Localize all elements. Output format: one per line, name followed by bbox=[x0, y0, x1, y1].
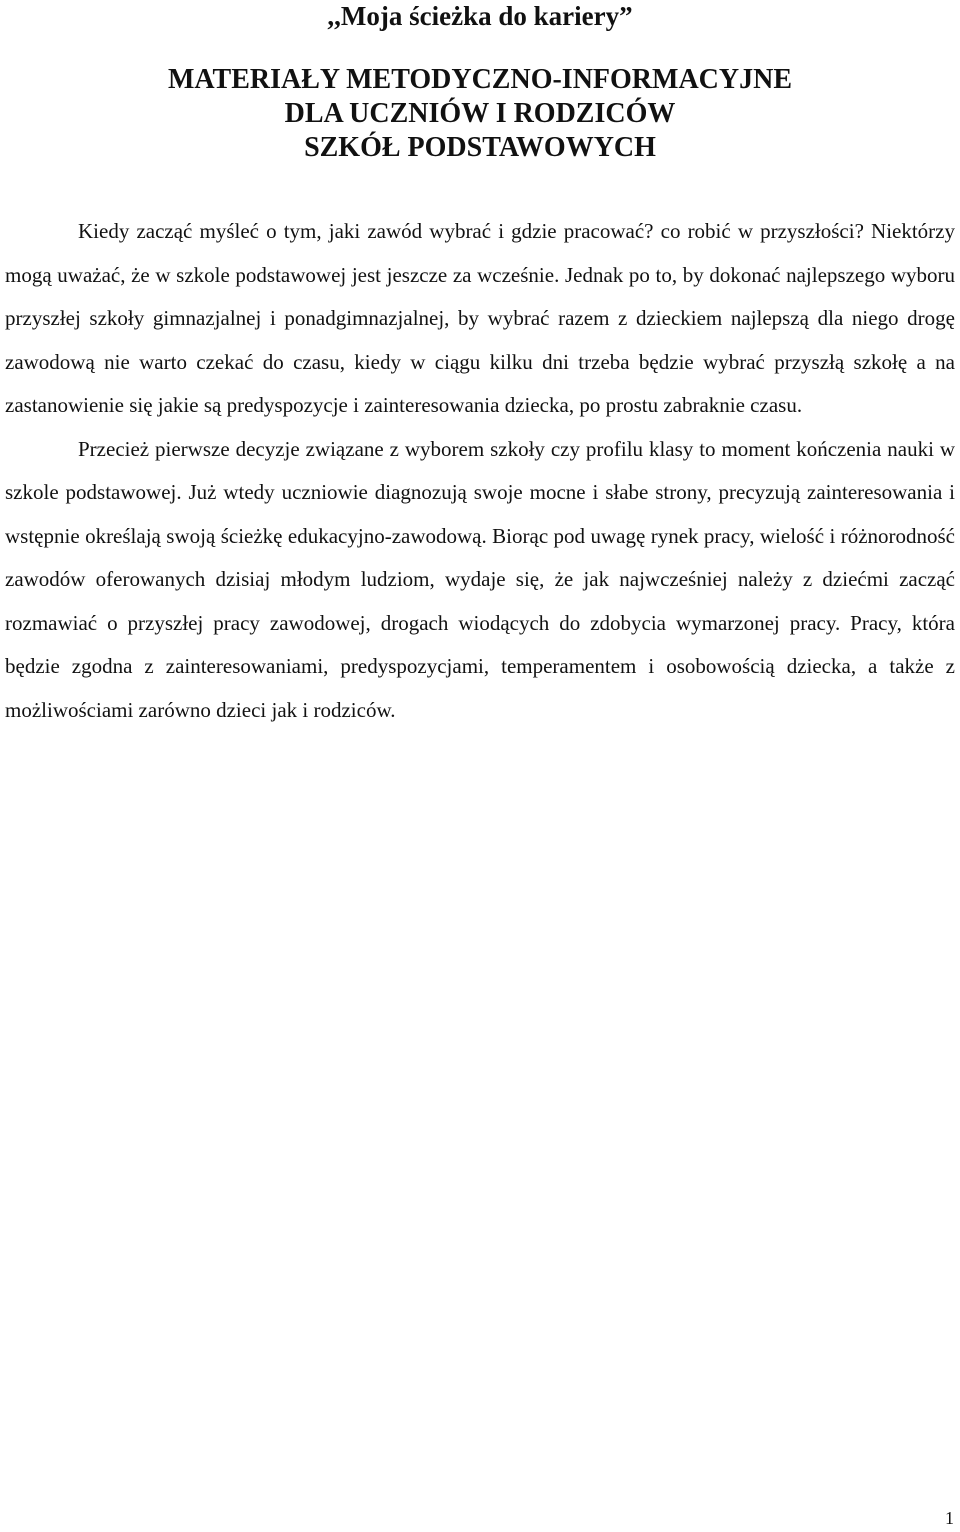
subtitle-line-3: SZKÓŁ PODSTAWOWYCH bbox=[304, 132, 656, 163]
subtitle-line-1: MATERIAŁY METODYCZNO-INFORMACYJNE bbox=[167, 64, 793, 95]
subtitle-line-2: DLA UCZNIÓW I RODZICÓW bbox=[284, 98, 676, 129]
paragraph-1: Kiedy zacząć myśleć o tym, jaki zawód wybrać i gdzie pracować? co robić w przyszłości? Niektórzy mogą uważać, że w szkole podstawowej jest jeszcze za wcześnie. Jednak po to, by dokonać najlepszego wyboru przyszłej szkoły gimnazjalnej i ponadgimnazjalnej, by wybrać razem z dzieckiem najlepszą dla niego drogę zawodową nie warto czekać do czasu, kiedy w ciągu kilku dni trzeba będzie wybrać przyszłą szkołę a na zastanowienie się jakie są predyspozycje i zainteresowania dziecka, po prostu zabraknie czasu. bbox=[5, 219, 955, 417]
paragraph-2: Przecież pierwsze decyzje związane z wyborem szkoły czy profilu klasy to moment kończenia nauki w szkole podstawowej. Już wtedy uczniowie diagnozują swoje mocne i słabe strony, precyzują zainteresowania i wstępnie określają swoją ścieżkę edukacyjno-zawodową. Biorąc pod uwagę rynek pracy, wielość i różnorodność zawodów oferowanych dzisiaj młodym ludziom, wydaje się, że jak najwcześniej należy z dziećmi zacząć rozmawiać o przyszłej pracy zawodowej, drogach wiodących do zdobycia wymarzonej pracy. Pracy, która będzie zgodna z zainteresowaniami, predyspozycjami, temperamentem i osobowością dziecka, a także z możliwościami zarówno dzieci jak i rodziców. bbox=[5, 436, 955, 722]
page-number: 1 bbox=[945, 1508, 954, 1528]
document-body bbox=[5, 210, 955, 732]
document-title: ,,Moja ścieżka do kariery” bbox=[327, 1, 633, 31]
document-subtitle bbox=[0, 63, 960, 165]
